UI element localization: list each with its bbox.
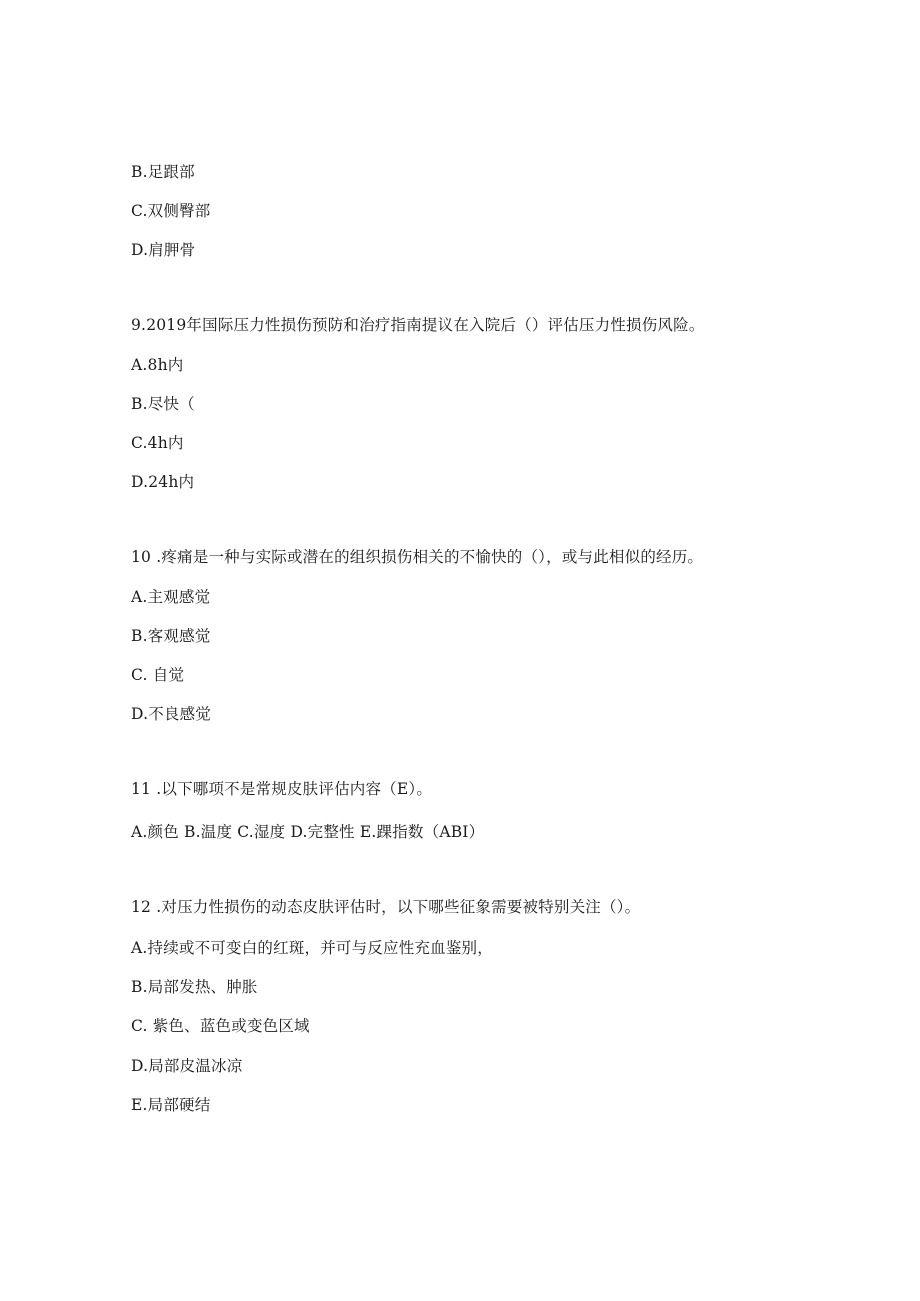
question-11: 11 .以下哪项不是常规皮肤评估内容（E）。 [131, 780, 433, 798]
option-b-q10: B.客观感觉 [131, 627, 211, 645]
option-c-q12: C. 紫色、蓝色或变色区域 [131, 1017, 310, 1035]
option-a-q12: A.持续或不可变白的红斑，并可与反应性充血鉴别， [131, 939, 493, 957]
question-9: 9.2019年国际压力性损伤预防和治疗指南提议在入院后（）评估压力性损伤风险。 [131, 316, 705, 334]
option-b-q9: B.尽快（ [131, 395, 195, 413]
option-d-q8: D.肩胛骨 [131, 241, 196, 259]
option-d-q10: D.不良感觉 [131, 705, 212, 723]
option-c-q8: C.双侧臀部 [131, 202, 211, 220]
option-b-q8: B.足跟部 [131, 163, 195, 181]
option-c-q9: C.4h内 [131, 434, 184, 452]
question-10: 10 .疼痛是一种与实际或潜在的组织损伤相关的不愉快的（），或与此相似的经历。 [131, 548, 704, 566]
option-d-q12: D.局部皮温冰凉 [131, 1057, 243, 1075]
option-d-q9: D.24h内 [131, 473, 195, 491]
option-a-q10: A.主观感觉 [131, 588, 211, 606]
option-c-q10: C. 自觉 [131, 666, 185, 684]
question-12: 12 .对压力性损伤的动态皮肤评估时，以下哪些征象需要被特别关注（）。 [131, 898, 641, 916]
option-b-q12: B.局部发热、肿胀 [131, 978, 258, 996]
options-q11: A.颜色 B.温度 C.湿度 D.完整性 E.踝指数（ABI） [131, 823, 485, 841]
option-a-q9: A.8h内 [131, 356, 184, 374]
option-e-q12: E.局部硬结 [131, 1096, 211, 1114]
